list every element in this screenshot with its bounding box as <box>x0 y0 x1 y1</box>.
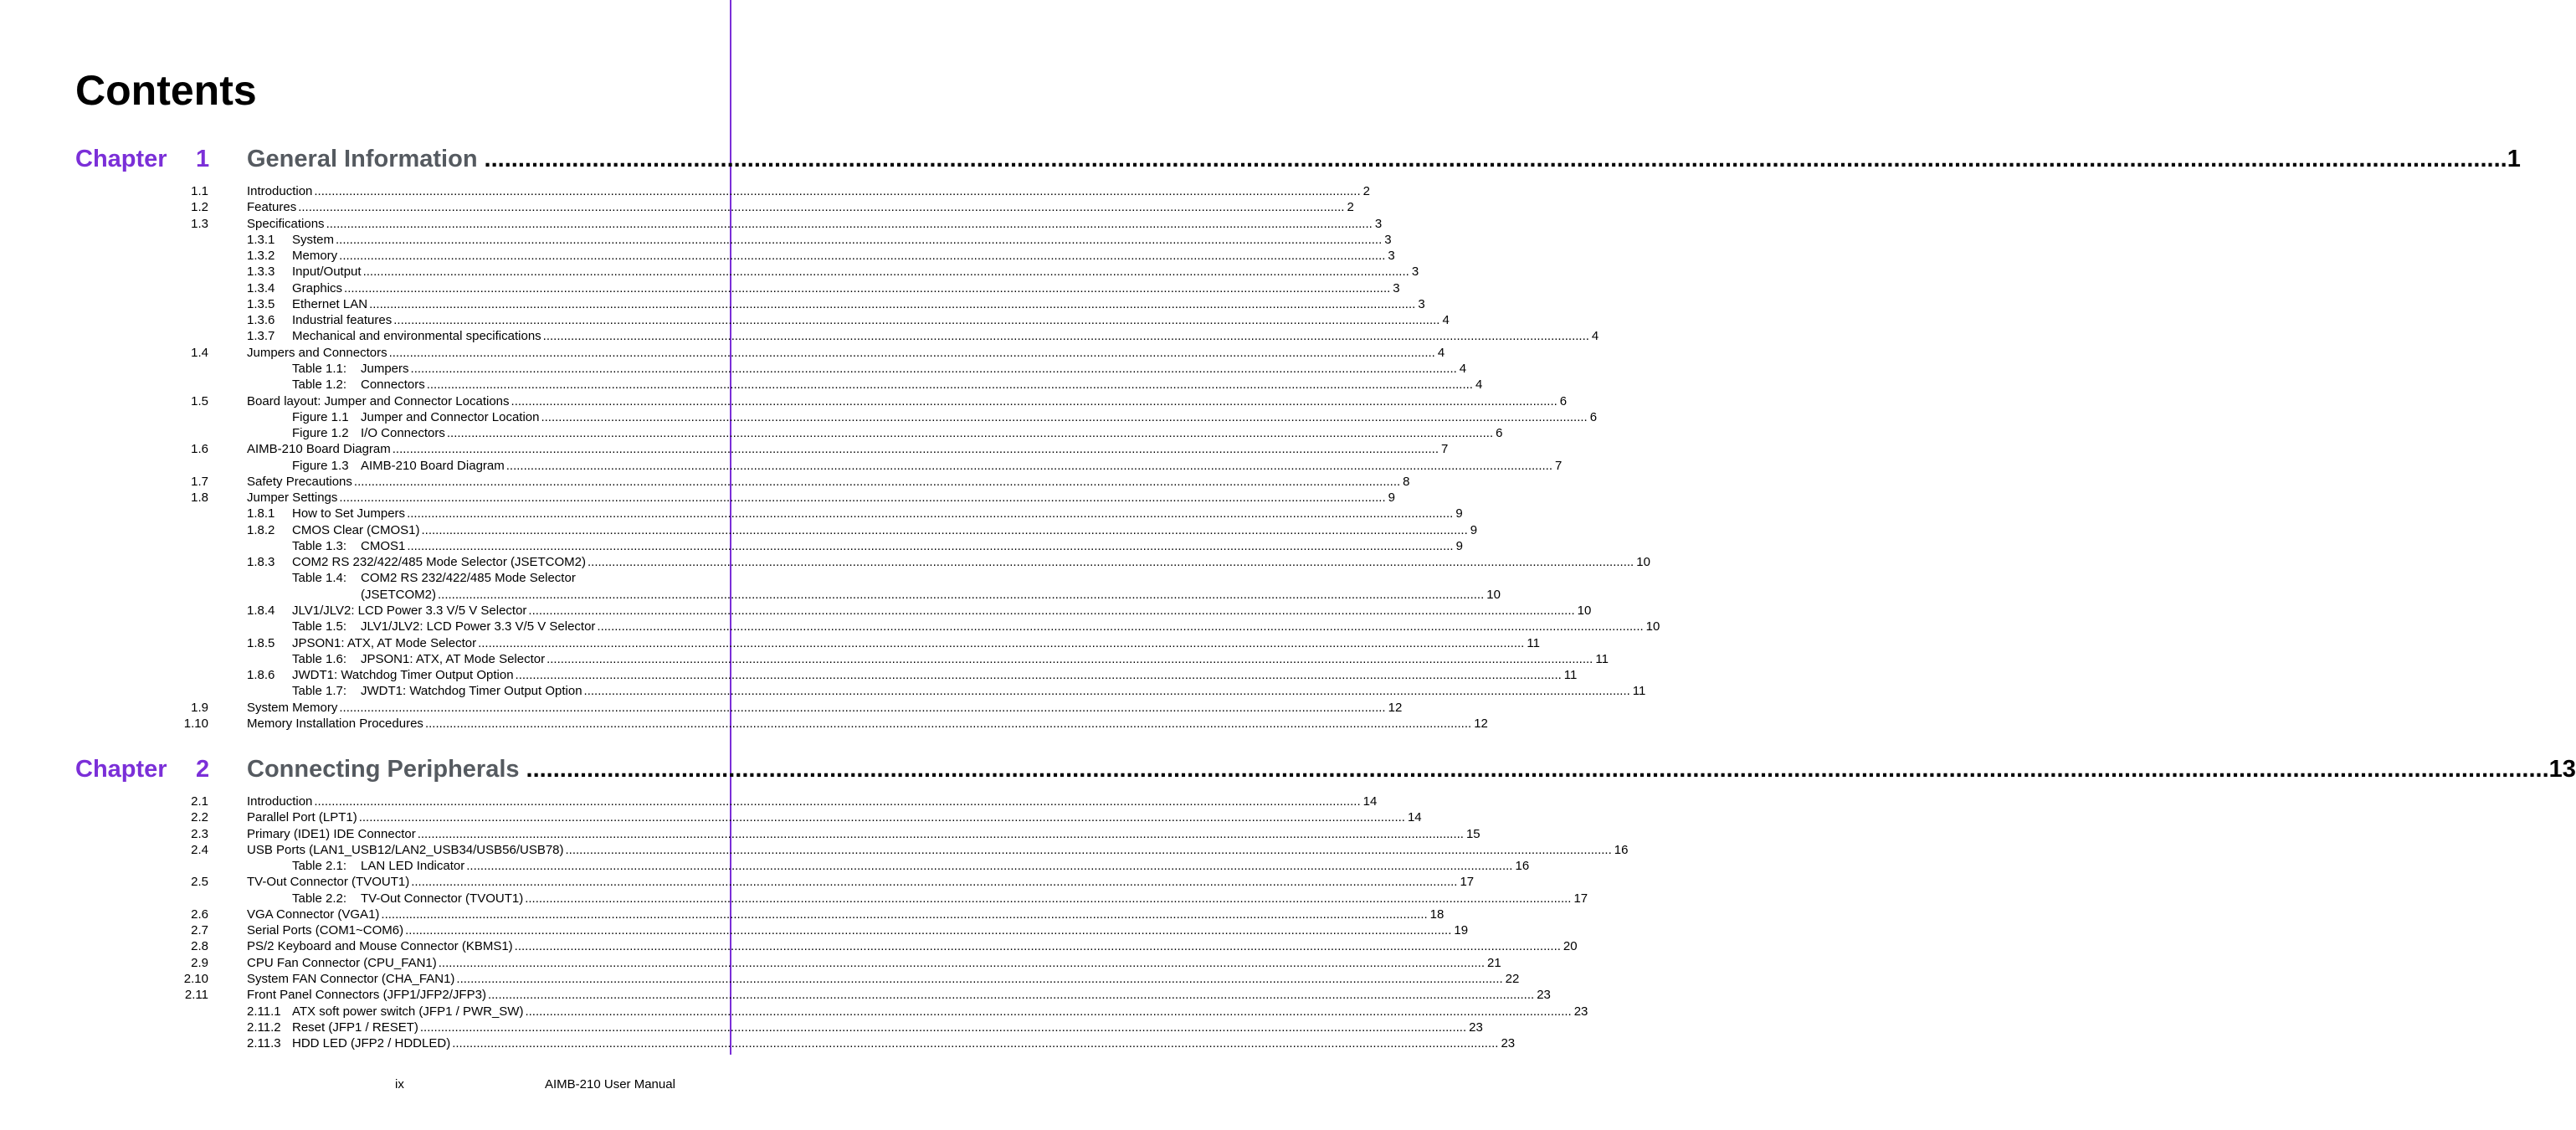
page-title: Contents <box>75 67 257 114</box>
dot-leader: ............................................................................................................................................................................................................................................................................................................ <box>515 668 1562 683</box>
entry-number: 2.1 <box>191 794 208 809</box>
dot-leader: ............................................................................................................................................................................................................................................................................................................ <box>344 280 1391 295</box>
chapter-title: General Information <box>247 146 478 172</box>
entry-number: 1.3.2 <box>247 249 275 264</box>
entry-label: System Memory <box>247 700 338 715</box>
dot-leader: ............................................................................................................................................................................................................................................................................................................ <box>421 522 1468 537</box>
entry-label: Serial Ports (COM1~COM6) <box>247 923 404 938</box>
dot-leader: ............................................................................................................................................................................................................................................................................................................ <box>314 794 1361 809</box>
toc-entry[interactable] <box>0 587 1501 603</box>
entry-label: Safety Precautions <box>247 474 352 489</box>
entry-label: USB Ports (LAN1_USB12/LAN2_USB34/USB56/USB78) <box>247 842 564 857</box>
toc-entry[interactable] <box>0 522 1478 538</box>
entry-number: 1.3.6 <box>247 313 275 328</box>
entry-page: 15 <box>1465 826 1480 841</box>
entry-number: 2.2 <box>191 810 208 825</box>
entry-page: 20 <box>1563 939 1578 954</box>
entry-label: AIMB-210 Board Diagram <box>361 458 505 473</box>
toc-entry[interactable] <box>0 248 1395 264</box>
dot-leader: ............................................................................................................................................................................................................................................................................................................ <box>393 313 1440 328</box>
entry-page: 18 <box>1429 907 1445 922</box>
dot-leader: ............................................................................................................................................................................................................................................................................................................ <box>528 604 1575 619</box>
toc-entry[interactable] <box>0 312 1450 328</box>
entry-number: 1.6 <box>191 442 208 457</box>
entry-page: 23 <box>1537 988 1551 1003</box>
toc-entry[interactable] <box>0 280 1400 296</box>
entry-number: 2.6 <box>191 907 208 922</box>
entry-page: 11 <box>1527 635 1540 650</box>
entry-label: I/O Connectors <box>361 426 445 441</box>
entry-label: Graphics <box>292 280 343 295</box>
toc-entry[interactable] <box>0 474 1410 490</box>
entry-page: 23 <box>1469 1020 1483 1035</box>
entry-label: JPSON1: ATX, AT Mode Selector <box>292 635 477 650</box>
entry-number: 1.3.4 <box>247 280 275 295</box>
entry-page: 23 <box>1501 1036 1516 1051</box>
toc-entry[interactable] <box>0 667 1578 683</box>
entry-label: Primary (IDE1) IDE Connector <box>247 826 416 841</box>
toc-entry[interactable] <box>0 842 1629 858</box>
chapter-heading[interactable] <box>0 144 2521 174</box>
dot-leader: ............................................................................................................................................................................................................................................................................................................ <box>298 200 1345 215</box>
toc-entry[interactable] <box>0 183 1370 199</box>
toc-entry[interactable] <box>0 938 1578 954</box>
toc-entry[interactable] <box>0 458 1563 474</box>
dot-leader: ............................................................................................................................................................................................................................................................................................................ <box>583 684 1630 699</box>
entry-number: 1.1 <box>191 184 208 198</box>
dot-leader: ............................................................................................................................................................................................................................................................................................................ <box>407 538 1454 553</box>
entry-number: 2.9 <box>191 955 208 970</box>
entry-page: 8 <box>1403 474 1410 489</box>
dot-leader: ............................................................................................................................................................................................................................................................................................................ <box>339 249 1386 264</box>
entry-page: 2 <box>1362 184 1370 198</box>
entry-label: Ethernet LAN <box>292 296 368 311</box>
entry-number: 1.8.2 <box>247 522 275 537</box>
entry-label: Board layout: Jumper and Connector Locations <box>247 393 510 408</box>
dot-leader: ............................................................................................................................................................................................................................................................................................................ <box>358 810 1405 825</box>
entry-label: Jumpers and Connectors <box>247 345 387 360</box>
dot-leader: ............................................................................................................................................................................................................................................................................................................ <box>484 146 2507 172</box>
entry-number: 1.8.5 <box>247 635 275 650</box>
entry-label: COM2 RS 232/422/485 Mode Selector (JSETCOM2) <box>292 555 586 570</box>
entry-page: 4 <box>1442 313 1450 328</box>
entry-page: 4 <box>1437 345 1445 360</box>
dot-leader: ............................................................................................................................................................................................................................................................................................................ <box>405 923 1452 938</box>
entry-page: 3 <box>1374 216 1383 231</box>
entry-number: 1.3.7 <box>247 329 275 344</box>
entry-label: Memory Installation Procedures <box>247 716 423 731</box>
entry-label: ATX soft power switch (JFP1 / PWR_SW) <box>292 1004 524 1019</box>
entry-page: 9 <box>1455 538 1463 553</box>
entry-prefix: Figure 1.2 <box>292 426 349 441</box>
toc-entry[interactable] <box>0 683 1646 699</box>
toc-entry[interactable] <box>0 264 1419 280</box>
toc-entry[interactable] <box>0 554 1650 570</box>
chapter-heading[interactable] <box>0 754 2576 784</box>
toc-entry[interactable] <box>0 651 1609 667</box>
entry-number: 1.3.5 <box>247 296 275 311</box>
entry-prefix: Table 1.4: <box>292 571 347 586</box>
entry-label: Jumper and Connector Location <box>361 409 540 424</box>
toc-entry[interactable] <box>0 635 1540 651</box>
entry-label: LAN LED Indicator <box>361 859 465 874</box>
toc-entry[interactable] <box>0 393 1568 409</box>
entry-page: 19 <box>1454 923 1469 938</box>
dot-leader: ............................................................................................................................................................................................................................................................................................................ <box>339 700 1386 715</box>
entry-number: 1.4 <box>191 345 208 360</box>
entry-prefix: Table 1.3: <box>292 538 347 553</box>
entry-number: 2.11.1 <box>247 1004 281 1019</box>
toc-entry[interactable] <box>0 296 1425 312</box>
footer-page-number: ix <box>395 1077 404 1091</box>
entry-label: How to Set Jumpers <box>292 506 406 521</box>
toc-entry[interactable] <box>0 232 1392 248</box>
entry-number: 1.2 <box>191 200 208 215</box>
toc-entry[interactable] <box>0 425 1503 441</box>
entry-number: 1.3 <box>191 216 208 231</box>
toc-entry[interactable] <box>0 1004 1588 1020</box>
entry-label: CMOS Clear (CMOS1) <box>292 522 420 537</box>
entry-page: 23 <box>1573 1004 1588 1019</box>
entry-label: TV-Out Connector (TVOUT1) <box>247 875 410 890</box>
toc-entry[interactable] <box>0 700 1403 716</box>
entry-label: Input/Output <box>292 265 362 280</box>
toc-entry[interactable] <box>0 506 1463 521</box>
toc-entry[interactable] <box>0 971 1520 987</box>
entry-number: 1.9 <box>191 700 208 715</box>
entry-number: 1.10 <box>183 716 208 731</box>
dot-leader: ............................................................................................................................................................................................................................................................................................................ <box>410 361 1457 376</box>
entry-page: 10 <box>1636 555 1650 570</box>
entry-label: Parallel Port (LPT1) <box>247 810 357 825</box>
entry-prefix: Table 1.5: <box>292 619 347 634</box>
dot-leader: ............................................................................................................................................................................................................................................................................................................ <box>541 409 1588 424</box>
entry-label: Front Panel Connectors (JFP1/JFP2/JFP3) <box>247 988 486 1003</box>
entry-page: 11 <box>1595 651 1609 666</box>
entry-label: Introduction <box>247 184 313 198</box>
chapter-page: 13 <box>2548 756 2576 783</box>
toc-entry[interactable] <box>0 922 1469 938</box>
toc-entry[interactable] <box>0 891 1588 907</box>
entry-page: 22 <box>1505 971 1520 986</box>
toc-entry[interactable] <box>0 490 1395 506</box>
toc-entry[interactable] <box>0 345 1445 361</box>
entry-label: Jumpers <box>361 361 409 376</box>
entry-page: 4 <box>1459 361 1467 376</box>
toc-entry[interactable] <box>0 809 1422 825</box>
entry-label: JLV1/JLV2: LCD Power 3.3 V/5 V Selector <box>361 619 596 634</box>
toc-entry[interactable] <box>0 987 1551 1003</box>
entry-label: Memory <box>292 249 338 264</box>
entry-label: Features <box>247 200 297 215</box>
toc-entry[interactable] <box>0 441 1449 457</box>
dot-leader: ............................................................................................................................................................................................................................................................................................................ <box>419 1020 1467 1035</box>
toc-entry[interactable] <box>0 216 1383 232</box>
entry-page: 14 <box>1362 794 1378 809</box>
dot-leader: ............................................................................................................................................................................................................................................................................................................ <box>478 635 1525 650</box>
dot-leader: ............................................................................................................................................................................................................................................................................................................ <box>411 875 1458 890</box>
dot-leader: ............................................................................................................................................................................................................................................................................................................ <box>542 329 1589 344</box>
dot-leader: ............................................................................................................................................................................................................................................................................................................ <box>597 619 1644 634</box>
dot-leader: ............................................................................................................................................................................................................................................................................................................ <box>326 216 1373 231</box>
dot-leader: ............................................................................................................................................................................................................................................................................................................ <box>339 491 1386 506</box>
dot-leader: ............................................................................................................................................................................................................................................................................................................ <box>392 442 1439 457</box>
entry-prefix: Table 2.2: <box>292 891 347 906</box>
dot-leader: ............................................................................................................................................................................................................................................................................................................ <box>353 474 1401 489</box>
dot-leader: ............................................................................................................................................................................................................................................................................................................ <box>426 378 1473 393</box>
dot-leader: ............................................................................................................................................................................................................................................................................................................ <box>314 184 1361 198</box>
toc-entry[interactable] <box>0 874 1475 890</box>
entry-label: JWDT1: Watchdog Timer Output Option <box>292 668 514 683</box>
toc-entry[interactable] <box>0 716 1488 732</box>
entry-label: COM2 RS 232/422/485 Mode Selector <box>361 571 576 586</box>
entry-page: 6 <box>1559 393 1568 408</box>
entry-label: System FAN Connector (CHA_FAN1) <box>247 971 455 986</box>
entry-label: Specifications <box>247 216 325 231</box>
entry-prefix: Table 1.7: <box>292 684 347 699</box>
toc-entry[interactable] <box>0 603 1592 619</box>
dot-leader: ............................................................................................................................................................................................................................................................................................................ <box>446 426 1494 441</box>
toc-entry[interactable] <box>0 907 1445 922</box>
toc-entry[interactable] <box>0 955 1501 971</box>
entry-label: JLV1/JLV2: LCD Power 3.3 V/5 V Selector <box>292 604 527 619</box>
entry-number: 2.11 <box>184 988 208 1003</box>
entry-page: 14 <box>1407 810 1422 825</box>
entry-page: 3 <box>1418 296 1425 311</box>
entry-number: 1.3.3 <box>247 265 275 280</box>
dot-leader: ............................................................................................................................................................................................................................................................................................................ <box>505 458 1552 473</box>
dot-leader: ............................................................................................................................................................................................................................................................................................................ <box>452 1036 1499 1051</box>
entry-label: System <box>292 232 335 247</box>
entry-number: 2.11.2 <box>247 1020 281 1035</box>
footer-manual-title: AIMB-210 User Manual <box>545 1077 675 1091</box>
entry-number: 2.5 <box>191 875 208 890</box>
toc-entry[interactable] <box>0 619 1660 634</box>
entry-number: 1.8.6 <box>247 668 275 683</box>
toc-entry[interactable] <box>0 328 1599 344</box>
dot-leader: ............................................................................................................................................................................................................................................................................................................ <box>466 859 1513 874</box>
dot-leader: ............................................................................................................................................................................................................................................................................................................ <box>525 1004 1572 1019</box>
entry-number: 1.8.3 <box>247 555 275 570</box>
dot-leader: ............................................................................................................................................................................................................................................................................................................ <box>487 988 1535 1003</box>
dot-leader: ............................................................................................................................................................................................................................................................................................................ <box>565 842 1612 857</box>
entry-label: AIMB-210 Board Diagram <box>247 442 391 457</box>
toc-entry[interactable] <box>0 826 1480 842</box>
dot-leader: ............................................................................................................................................................................................................................................................................................................ <box>456 971 1503 986</box>
entry-number: 1.8.1 <box>247 506 275 521</box>
entry-page: 10 <box>1486 587 1501 602</box>
dot-leader: ............................................................................................................................................................................................................................................................................................................ <box>424 716 1472 731</box>
entry-page: 21 <box>1487 955 1501 970</box>
toc-entry[interactable] <box>0 1020 1483 1035</box>
chapter-word: Chapter <box>75 756 167 783</box>
entry-label: Connectors <box>361 378 425 393</box>
entry-page: 3 <box>1384 232 1392 247</box>
entry-number: 1.8.4 <box>247 604 275 619</box>
dot-leader: ............................................................................................................................................................................................................................................................................................................ <box>438 955 1485 970</box>
dot-leader: ............................................................................................................................................................................................................................................................................................................ <box>514 939 1561 954</box>
entry-page: 10 <box>1645 619 1660 634</box>
toc-entry[interactable] <box>0 570 798 586</box>
toc-entry[interactable] <box>0 199 1354 215</box>
dot-leader: ............................................................................................................................................................................................................................................................................................................ <box>369 296 1416 311</box>
entry-prefix: Table 1.1: <box>292 361 347 376</box>
entry-label: TV-Out Connector (TVOUT1) <box>361 891 524 906</box>
chapter-word: Chapter <box>75 146 167 172</box>
entry-page: 4 <box>1475 378 1483 393</box>
entry-page: 2 <box>1347 200 1354 215</box>
entry-page: 6 <box>1496 426 1503 441</box>
dot-leader: ............................................................................................................................................................................................................................................................................................................ <box>388 345 1435 360</box>
toc-entry[interactable] <box>0 409 1598 425</box>
entry-page: 12 <box>1388 700 1403 715</box>
entry-page: 3 <box>1393 280 1400 295</box>
entry-page: 3 <box>1411 265 1419 280</box>
dot-leader: ............................................................................................................................................................................................................................................................................................................ <box>417 826 1464 841</box>
entry-page: 3 <box>1388 249 1395 264</box>
entry-label: HDD LED (JFP2 / HDDLED) <box>292 1036 451 1051</box>
dot-leader: ............................................................................................................................................................................................................................................................................................................ <box>381 907 1428 922</box>
toc-entry[interactable] <box>0 1035 1516 1051</box>
entry-page: 17 <box>1573 891 1588 906</box>
dot-leader: ............................................................................................................................................................................................................................................................................................................ <box>525 891 1572 906</box>
chapter-number: 2 <box>196 756 210 783</box>
chapter-number: 1 <box>196 146 210 172</box>
entry-label: Industrial features <box>292 313 393 328</box>
dot-leader: ............................................................................................................................................................................................................................................................................................................ <box>336 232 1383 247</box>
entry-label: JWDT1: Watchdog Timer Output Option <box>361 684 582 699</box>
entry-number: 1.5 <box>191 393 208 408</box>
entry-label: VGA Connector (VGA1) <box>247 907 380 922</box>
toc-entry[interactable] <box>0 361 1467 377</box>
entry-page: 12 <box>1474 716 1488 731</box>
entry-number: 2.3 <box>191 826 208 841</box>
entry-prefix: Table 1.2: <box>292 378 347 393</box>
entry-page: 7 <box>1441 442 1449 457</box>
entry-number: 2.4 <box>191 842 208 857</box>
toc-entry[interactable] <box>0 377 1483 393</box>
entry-prefix: Table 1.6: <box>292 651 347 666</box>
entry-prefix: Figure 1.3 <box>292 458 349 473</box>
entry-label: (JSETCOM2) <box>361 587 436 602</box>
entry-page: 10 <box>1577 604 1592 619</box>
entry-page: 16 <box>1515 859 1530 874</box>
entry-number: 2.11.3 <box>247 1036 281 1051</box>
entry-label: Mechanical and environmental specifications <box>292 329 541 344</box>
entry-label: JPSON1: ATX, AT Mode Selector <box>361 651 546 666</box>
entry-page: 9 <box>1470 522 1478 537</box>
entry-prefix: Figure 1.1 <box>292 409 349 424</box>
toc-entry[interactable] <box>0 858 1530 874</box>
entry-page: 6 <box>1589 409 1598 424</box>
entry-page: 4 <box>1591 329 1599 344</box>
entry-label: Reset (JFP1 / RESET) <box>292 1020 418 1035</box>
dot-leader: ............................................................................................................................................................................................................................................................................................................ <box>362 265 1409 280</box>
entry-page: 17 <box>1460 875 1475 890</box>
entry-page: 16 <box>1614 842 1629 857</box>
chapter-title: Connecting Peripherals <box>247 756 520 783</box>
entry-number: 1.3.1 <box>247 232 275 247</box>
dot-leader: ............................................................................................................................................................................................................................................................................................................ <box>511 393 1557 408</box>
chapter-page: 1 <box>2507 146 2521 172</box>
entry-page: 11 <box>1563 668 1578 683</box>
entry-label: PS/2 Keyboard and Mouse Connector (KBMS1) <box>247 939 513 954</box>
entry-page: 9 <box>1455 506 1463 521</box>
entry-page: 11 <box>1632 684 1646 699</box>
dot-leader: ............................................................................................................................................................................................................................................................................................................ <box>526 756 2549 783</box>
dot-leader: ............................................................................................................................................................................................................................................................................................................ <box>407 506 1454 521</box>
toc-entry[interactable] <box>0 538 1463 554</box>
dot-leader: ............................................................................................................................................................................................................................................................................................................ <box>438 587 1485 602</box>
entry-label: CPU Fan Connector (CPU_FAN1) <box>247 955 437 970</box>
entry-label: CMOS1 <box>361 538 406 553</box>
toc-entry[interactable] <box>0 794 1378 809</box>
dot-leader: ............................................................................................................................................................................................................................................................................................................ <box>587 555 1634 570</box>
entry-page: 9 <box>1388 491 1395 506</box>
entry-number: 2.8 <box>191 939 208 954</box>
entry-prefix: Table 2.1: <box>292 859 347 874</box>
entry-number: 1.8 <box>191 491 208 506</box>
dot-leader: ............................................................................................................................................................................................................................................................................................................ <box>547 651 1593 666</box>
entry-page: 7 <box>1555 458 1563 473</box>
entry-label: Introduction <box>247 794 313 809</box>
entry-number: 2.7 <box>191 923 208 938</box>
entry-label: Jumper Settings <box>247 491 338 506</box>
entry-number: 2.10 <box>183 971 208 986</box>
entry-number: 1.7 <box>191 474 208 489</box>
